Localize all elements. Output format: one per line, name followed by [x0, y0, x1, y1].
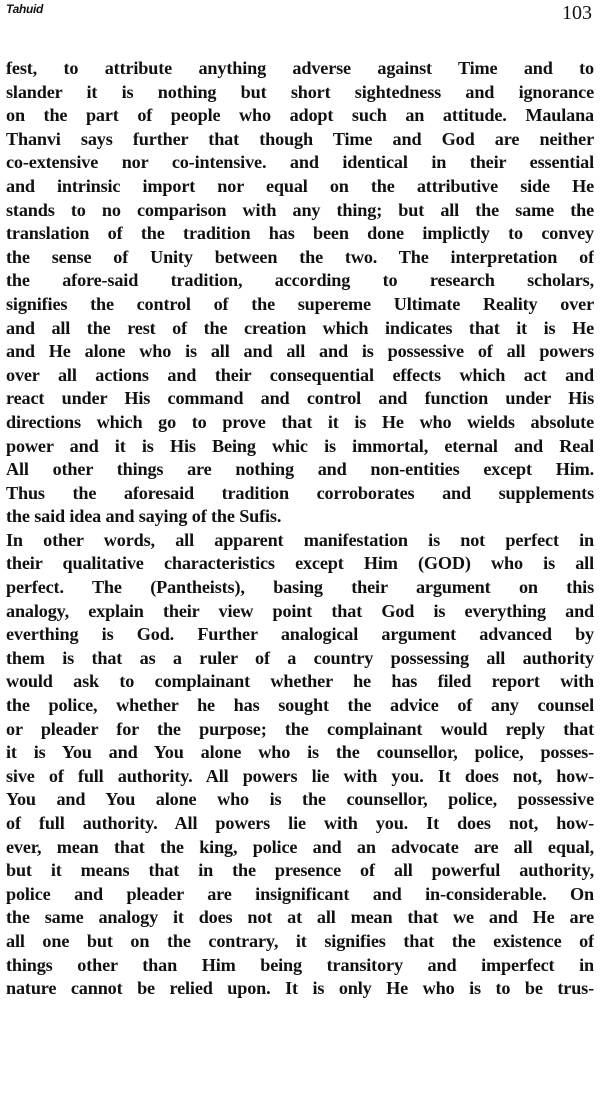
running-title: Tahuid	[6, 2, 44, 16]
text-line: In other words, all apparent manifestation is not perfect in	[6, 529, 594, 550]
text-line: signifies the control of the supereme Ultimate Reality over	[6, 293, 594, 314]
text-line: would ask to complainant whether he has filed report with	[6, 671, 594, 692]
text-line: directions which go to prove that it is He who wields absolute	[6, 411, 594, 432]
text-line: ever, mean that the king, police and an advocate are all equal,	[6, 836, 594, 857]
body-text	[6, 57, 594, 1001]
text-line: and He alone who is all and all and is possessive of all powers	[6, 341, 594, 362]
text-line: react under His command and control and function under His	[6, 388, 594, 409]
text-line: their qualitative characteristics except Him (GOD) who is all	[6, 553, 594, 574]
text-line: on the part of people who adopt such an attitude. Maulana	[6, 105, 594, 126]
text-line: the said idea and saying of the Sufis.	[6, 506, 282, 527]
text-line: translation of the tradition has been done implictly to convey	[6, 223, 594, 244]
text-line: sive of full authority. All powers lie with you. It does not, how-	[6, 765, 594, 786]
text-line: Thus the aforesaid tradition corroborates and supplements	[6, 482, 594, 503]
text-line: fest, to attribute anything adverse against Time and to	[6, 58, 594, 78]
text-line: everthing is God. Further analogical argument advanced by	[6, 624, 594, 645]
text-line: police and pleader are insignificant and in-considerable. On	[6, 883, 594, 904]
text-line: All other things are nothing and non-entities except Him.	[6, 459, 594, 480]
text-line: and intrinsic import nor equal on the attributive side He	[6, 175, 594, 196]
text-line: of full authority. All powers lie with you. It does not, how-	[6, 813, 594, 833]
page-number: 103	[562, 2, 592, 24]
text-line: nature cannot be relied upon. It is only He who is to be trus-	[6, 978, 594, 999]
text-line: analogy, explain their view point that God is everything and	[6, 600, 594, 621]
text-line: things other than Him being transitory and imperfect in	[6, 954, 594, 975]
text-line: over all actions and their consequential effects which act and	[6, 364, 594, 385]
text-line: You and You alone who is the counsellor, police, possessive	[6, 789, 594, 810]
text-line: but it means that in the presence of all powerful authority,	[6, 860, 594, 881]
text-line: and all the rest of the creation which indicates that it is He	[6, 317, 594, 338]
page-header	[6, 2, 594, 38]
text-line: it is You and You alone who is the counsellor, police, posses-	[6, 742, 594, 763]
text-line: the sense of Unity between the two. The interpretation of	[6, 246, 594, 267]
text-line: them is that as a ruler of a country possessing all authority	[6, 647, 594, 668]
text-line: perfect. The (Pantheists), basing their argument on this	[6, 577, 594, 598]
text-line: the same analogy it does not at all mean that we and He are	[6, 907, 594, 928]
text-line: or pleader for the purpose; the complainant would reply that	[6, 718, 594, 739]
text-line: the police, whether he has sought the advice of any counsel	[6, 695, 594, 716]
text-line: Thanvi says further that though Time and God are neither	[6, 128, 594, 149]
text-line: the afore-said tradition, according to research scholars,	[6, 270, 594, 291]
text-line: all one but on the contrary, it signifies that the existence of	[6, 930, 594, 951]
text-line: stands to no comparison with any thing; but all the same the	[6, 199, 594, 220]
text-line: co-extensive nor co-intensive. and identical in their essential	[6, 152, 594, 173]
text-line: slander it is nothing but short sightedness and ignorance	[6, 81, 594, 102]
text-line: power and it is His Being whic is immortal, eternal and Real	[6, 435, 594, 456]
